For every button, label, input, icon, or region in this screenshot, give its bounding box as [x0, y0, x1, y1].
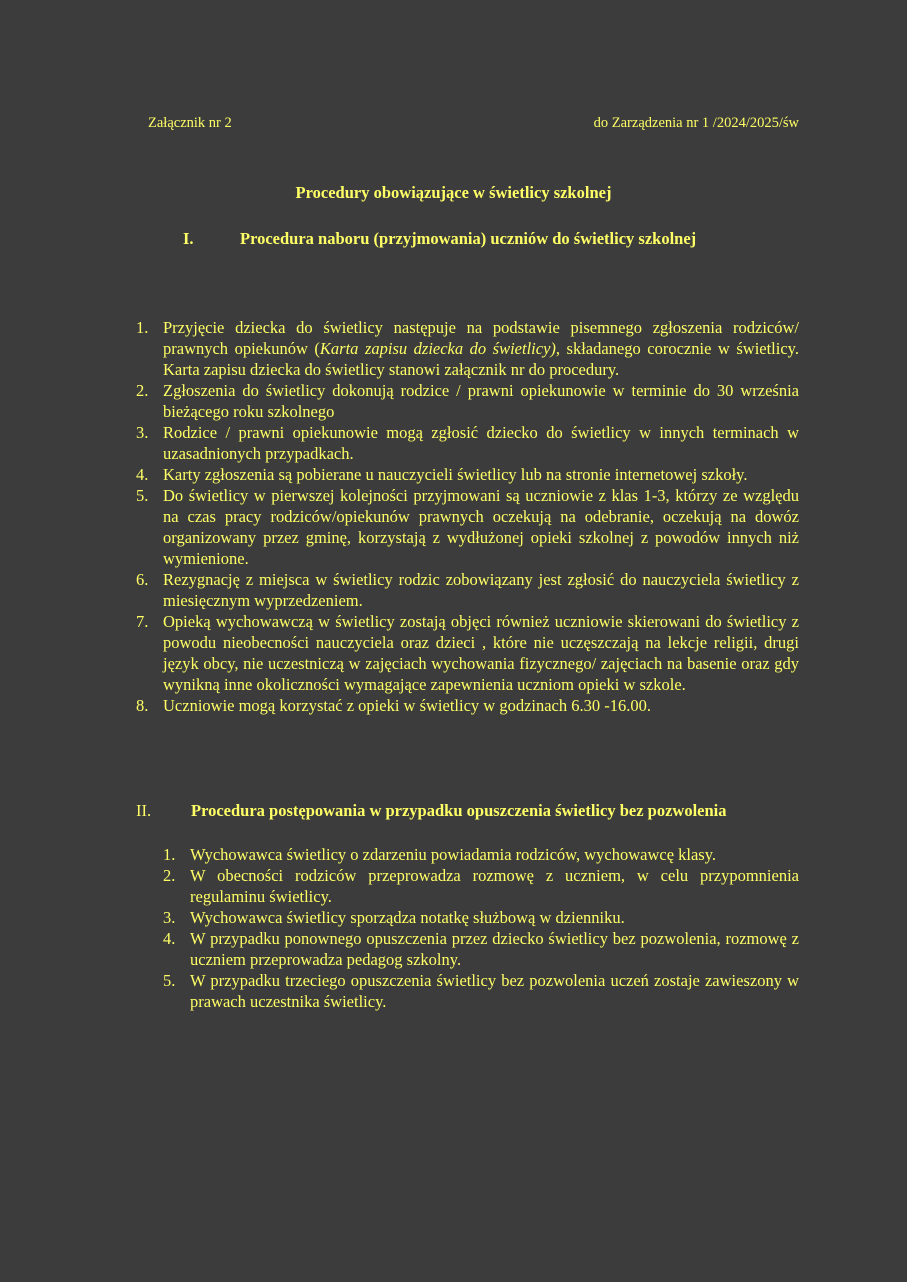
- list-item-number: 7.: [136, 612, 149, 631]
- list-item: [136, 611, 799, 695]
- list-item-number: 1.: [163, 845, 176, 864]
- list-item: [136, 695, 799, 716]
- list-item: [136, 485, 799, 569]
- list-item-number: 3.: [163, 908, 176, 927]
- section-2-heading: [136, 801, 727, 821]
- list-item-text: Wychowawca świetlicy sporządza notatkę służbową w dzienniku.: [190, 908, 625, 927]
- list-item-text: Przyjęcie dziecka do świetlicy następuje na podstawie pisemnego zgłoszenia rodziców/ prawnych opiekunów (: [163, 318, 799, 358]
- list-item: [163, 865, 799, 907]
- list-item-number: 4.: [136, 465, 149, 484]
- list-item: [136, 317, 799, 380]
- list-item-number: 1.: [136, 318, 149, 337]
- list-item: [136, 380, 799, 422]
- list-item-text: , składanego corocznie w świetlicy. Karta zapisu dziecka do świetlicy stanowi załącznik nr do procedury.: [163, 339, 799, 379]
- list-item-text: Opieką wychowawczą w świetlicy zostają objęci również uczniowie skierowani do świetlicy z powodu nieobecności nauczyciela oraz dzieci , które nie uczęszczają na lekcje religii, drugi język obcy, nie uczestniczą w zajęciach wychowania fizycznego/ zajęciach na basenie oraz gdy wynikną inne okoliczności wymagające zapewnienia uczniom opieki w szkole.: [163, 612, 799, 694]
- list-item-text: Zgłoszenia do świetlicy dokonują rodzice / prawni opiekunowie w terminie do 30 września bieżącego roku szkolnego: [163, 381, 799, 421]
- list-item: [136, 569, 799, 611]
- list-item: [163, 970, 799, 1012]
- section-2-list: [163, 844, 799, 1012]
- list-item-text: Rodzice / prawni opiekunowie mogą zgłosić dziecko do świetlicy w innych terminach w uzasadnionych przypadkach.: [163, 423, 799, 463]
- list-item-number: 5.: [136, 486, 149, 505]
- list-item: [163, 907, 799, 928]
- section-2-title: Procedura postępowania w przypadku opuszczenia świetlicy bez pozwolenia: [191, 801, 727, 820]
- list-item-number: 4.: [163, 929, 176, 948]
- document-title: Procedury obowiązujące w świetlicy szkolnej: [295, 183, 612, 202]
- list-item-text: Rezygnację z miejsca w świetlicy rodzic zobowiązany jest zgłosić do nauczyciela świetlicy z miesięcznym wyprzedzeniem.: [163, 570, 799, 610]
- list-item-number: 2.: [163, 866, 176, 885]
- list-item-number: 8.: [136, 696, 149, 715]
- list-item-text: Wychowawca świetlicy o zdarzeniu powiadamia rodziców, wychowawcę klasy.: [190, 845, 717, 864]
- section-1-title: Procedura naboru (przyjmowania) uczniów do świetlicy szkolnej: [240, 229, 697, 248]
- section-2-number: II.: [136, 801, 152, 820]
- list-item-text: W przypadku trzeciego opuszczenia świetlicy bez pozwolenia uczeń zostaje zawieszony w prawach uczestnika świetlicy.: [190, 971, 799, 1011]
- list-item-italic-text: Karta zapisu dziecka do świetlicy): [319, 339, 556, 358]
- list-item-text: W przypadku ponownego opuszczenia przez dziecko świetlicy bez pozwolenia, rozmowę z uczniem przeprowadza pedagog szkolny.: [190, 929, 799, 969]
- attachment-label: Załącznik nr 2: [148, 115, 232, 131]
- list-item-number: 6.: [136, 570, 149, 589]
- ordinance-reference: do Zarządzenia nr 1 /2024/2025/św: [593, 115, 799, 131]
- list-item: [163, 844, 799, 865]
- list-item-text: Do świetlicy w pierwszej kolejności przyjmowani są uczniowie z klas 1-3, którzy ze względu na czas pracy rodziców/opiekunów prawnych oczekują na odebranie, oczekują na dowóz organizowany przez gminę, korzystają z wydłużonej opieki szkolnej z powodów innych niż wymienione.: [163, 486, 799, 568]
- list-item-text: Karty zgłoszenia są pobierane u nauczycieli świetlicy lub na stronie internetowej szkoły.: [163, 465, 748, 484]
- list-item-number: 2.: [136, 381, 149, 400]
- list-item: [136, 422, 799, 464]
- section-1-heading: [183, 229, 696, 249]
- section-1-list: [136, 317, 799, 716]
- list-item: [163, 928, 799, 970]
- list-item-number: 5.: [163, 971, 176, 990]
- list-item-number: 3.: [136, 423, 149, 442]
- section-1-number: I.: [183, 229, 194, 248]
- list-item-text: Uczniowie mogą korzystać z opieki w świetlicy w godzinach 6.30 -16.00.: [163, 696, 651, 715]
- list-item: [136, 464, 799, 485]
- list-item-text: W obecności rodziców przeprowadza rozmowę z uczniem, w celu przypomnienia regulaminu świetlicy.: [190, 866, 799, 906]
